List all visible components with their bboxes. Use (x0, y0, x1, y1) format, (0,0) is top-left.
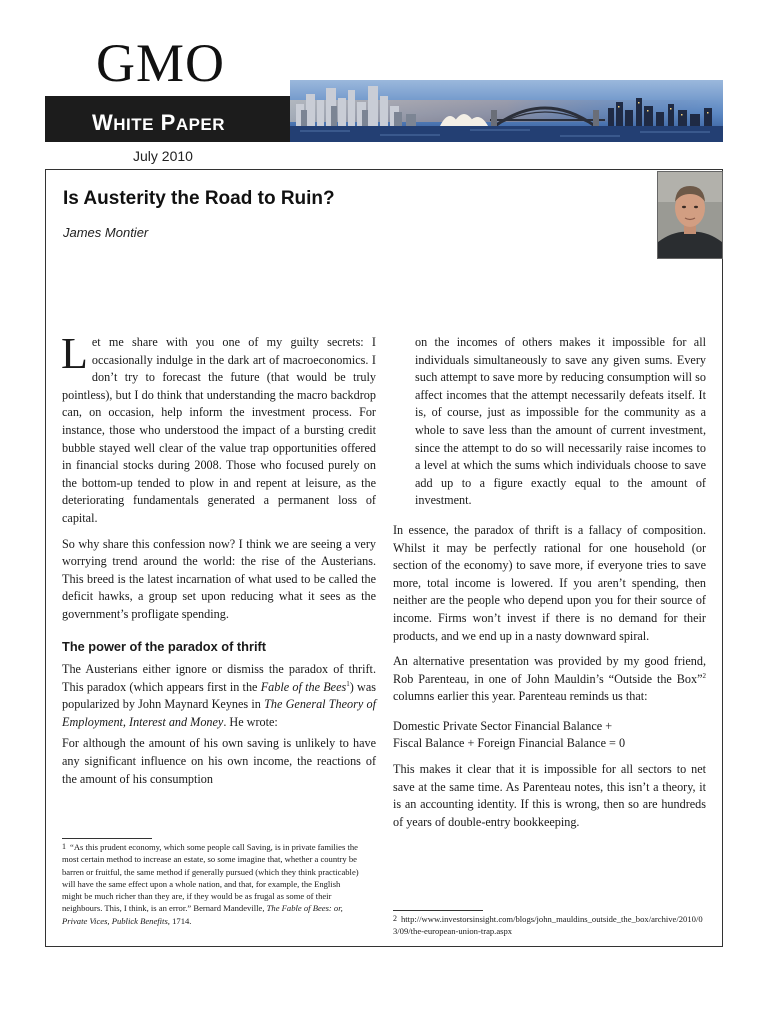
footnote-number: 2 (393, 914, 397, 923)
equation-line-1: Domestic Private Sector Financial Balance + (393, 718, 613, 733)
footnote-rule (393, 910, 483, 911)
author-photo (657, 171, 723, 259)
balance-equation (393, 718, 706, 753)
keynes-quote-part-1: For although the amount of his own saving is unlikely to have any significant influence on his own income, the reactions of the amount of his consumption (62, 736, 376, 786)
footnote-rule (62, 838, 152, 839)
keynes-quote-part-2: on the incomes of others makes it impossible for all individuals simultaneously to save any given sums. Every such attempt to save more by reducing consumption will so affect incomes that the attempt necessarily defeats itself. It is, of course, just as impossible for the community as a whole to save less than the amount of current investment, since the attempt to do so will necessarily raise incomes to a level at which the sums which individuals choose to save add up to a figure exactly equal to the amount of investment. (415, 335, 706, 508)
gmo-logo: GMO (96, 33, 226, 93)
white-paper-label: WHITE PAPER (92, 110, 226, 135)
footnote-number: 1 (62, 842, 66, 851)
city-skyline-banner (290, 80, 723, 142)
paragraph-austerians: So why share this confession now? I think we are seeing a very worrying trend around the world: the rise of the Austerians. This breed is the latest incarnation of what used to be called the deficit hawks, a group set upon reducing what it sees as the government’s profligate spending. (62, 536, 376, 621)
footnote-ref-1[interactable]: 1 (346, 679, 350, 688)
article-author: James Montier (63, 225, 149, 240)
footnote-1: 1 “As this prudent economy, which some people call Saving, is in private families the most certain method to increase an estate, so some imagine that, whether a country be barren or fruitful, the same method if generally pursued (which they think practicable) will have the same effect upon a whole nation, and that, for example, the English might be much richer than they are, if they would be as frugal as some of their neighbours. This, I think, is an error.” Bernard Mandeville, The Fable of Bees: or, Private Vices, Publick Benefits, 1714. (62, 838, 362, 927)
paragraph-accounting-identity: This makes it clear that it is impossible for all sectors to net save at the same time. As Parenteau notes, this isn’t a theory, it is an accounting identity. If this is wrong, then so are hundreds of years of double-entry bookkeeping. (393, 762, 706, 829)
paragraph-fallacy: In essence, the paradox of thrift is a fallacy of composition. Whilst it may be perfectly rational for one household (or section of the economy) to save more, if everyone tries to save more, total income is lowered. If you aren’t spending, then neither are the people who depend upon you for their source of income. Firms won’t invest if there is no demand for their products, and we end up in a nasty downward spiral. (393, 522, 706, 643)
paragraph-paradox: The Austerians either ignore or dismiss the paradox of thrift. This paradox (which appears first in the Fable of the Bees$^1$) was popularized by John Maynard Keynes in The General Theory of Employment, Interest and Money. He wrote: (62, 662, 377, 729)
section-heading: The power of the paradox of thrift (62, 638, 267, 654)
paragraph-intro: Let me share with you one of my guilty secrets: I occasionally indulge in the dark art of macroeconomics. I don’t try to forecast the future (that would be truly pointless), but I do think that understanding the macro backdrop can, on occasion, help inform the investment process. For instance, those who understood the impact of a bursting credit bubble stayed well clear of the value trap opportunities offered in financial stocks during 2008. Those who focused purely on the bottom-up tended to plow in and repent at leisure, as the deteriorating fundamentals generated a permanent loss of capital. (61, 329, 376, 525)
footnote-2 (393, 910, 703, 938)
drop-cap: L (61, 329, 88, 378)
column-left (61, 329, 377, 796)
equation-line-2: Fiscal Balance + Foreign Financial Balance = 0 (393, 736, 626, 751)
publication-date: July 2010 (133, 148, 193, 164)
footnote-ref-2[interactable]: 2 (702, 671, 706, 680)
footnote-link[interactable]: http://www.investorsinsight.com/blogs/john_mauldins_outside_the_box/archive/2010/03/09/the-european-union-trap.aspx (393, 914, 703, 937)
paragraph-parenteau: An alternative presentation was provided by my good friend, Rob Parenteau, in one of John Mauldin’s “Outside the Box”$^2$ columns earlier this year. Parenteau reminds us that: (393, 654, 706, 704)
column-right (393, 334, 706, 839)
article-title: Is Austerity the Road to Ruin? (63, 188, 335, 209)
